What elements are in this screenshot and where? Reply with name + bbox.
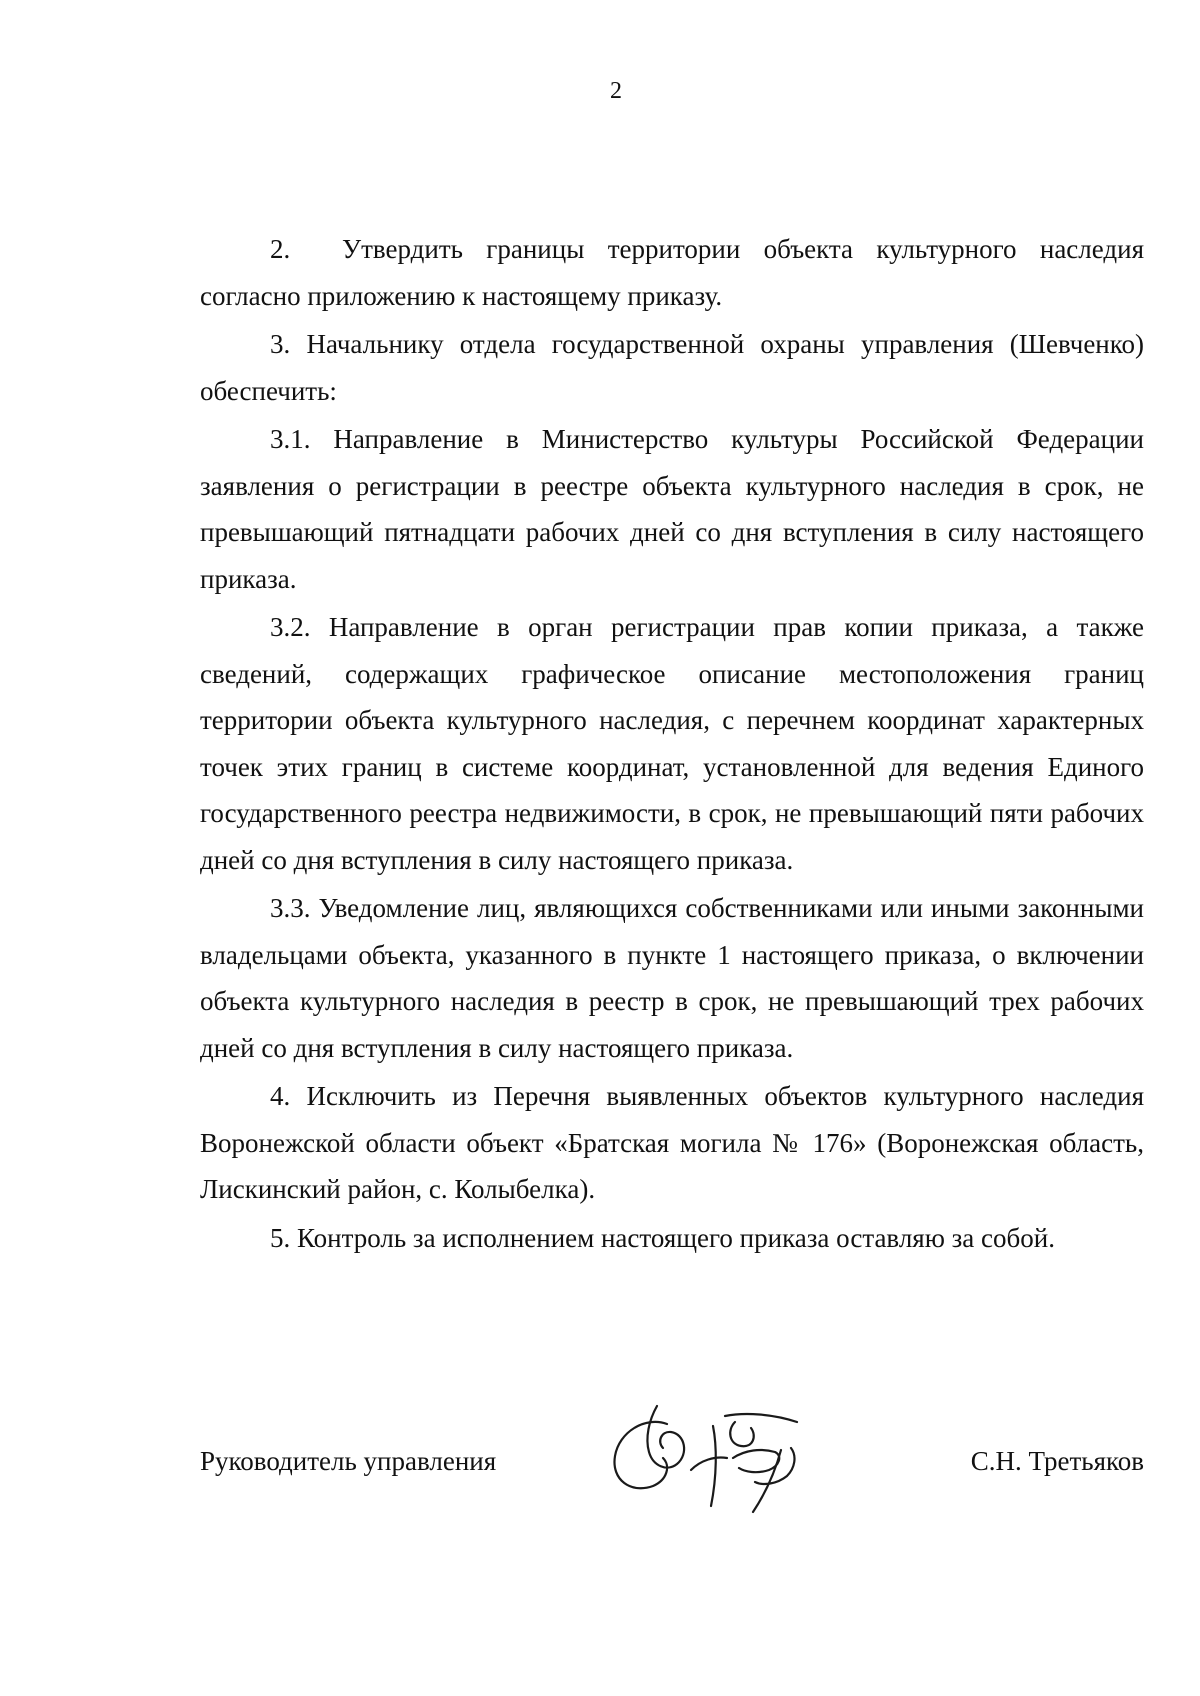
paragraph-item-5: 5. Контроль за исполнением настоящего приказа оставляю за собой. [270, 1222, 1055, 1253]
item-number: 2. [270, 234, 291, 264]
signatory-name: С.Н. Третьяков [970, 1446, 1144, 1476]
paragraph-item-2 [200, 226, 1144, 319]
signature-block [200, 1424, 1144, 1504]
order-body [200, 226, 1144, 1263]
paragraph-item-3-2: 3.2. Направление в орган регистрации прав копии приказа, а также сведений, содержащих графическое описание местоположения границ территории объекта культурного наследия, с перечнем координат характерных точек этих границ в системе координат, установленной для ведения Единого государственного реестра недвижимости, в срок, не превышающий пяти рабочих дней со дня вступления в силу настоящего приказа. [200, 612, 1144, 875]
paragraph-item-3-3: 3.3. Уведомление лиц, являющихся собственниками или иными законными владельцами объекта, указанного в пункте 1 настоящего приказа, о включении объекта культурного наследия в реестр в срок, не превышающий трех рабочих дней со дня вступления в силу настоящего приказа. [200, 893, 1144, 1063]
paragraph-item-4: 4. Исключить из Перечня выявленных объектов культурного наследия Воронежской области объект «Братская могила № 176» (Воронежская область, Лискинский район, с. Колыбелка). [200, 1081, 1144, 1204]
page-number: 2 [610, 78, 622, 104]
paragraph-text: Утвердить границы территории объекта культурного наследия согласно приложению к настоящему приказу. [200, 234, 1144, 311]
paragraph-item-3: 3. Начальнику отдела государственной охраны управления (Шевченко) обеспечить: [200, 329, 1144, 406]
paragraph-item-3-1: 3.1. Направление в Министерство культуры Российской Федерации заявления о регистрации в реестре объекта культурного наследия в срок, не превышающий пятнадцати рабочих дней со дня вступления в силу настоящего приказа. [200, 424, 1144, 594]
handwritten-signature [605, 1386, 815, 1526]
signatory-title: Руководитель управления [200, 1446, 497, 1476]
